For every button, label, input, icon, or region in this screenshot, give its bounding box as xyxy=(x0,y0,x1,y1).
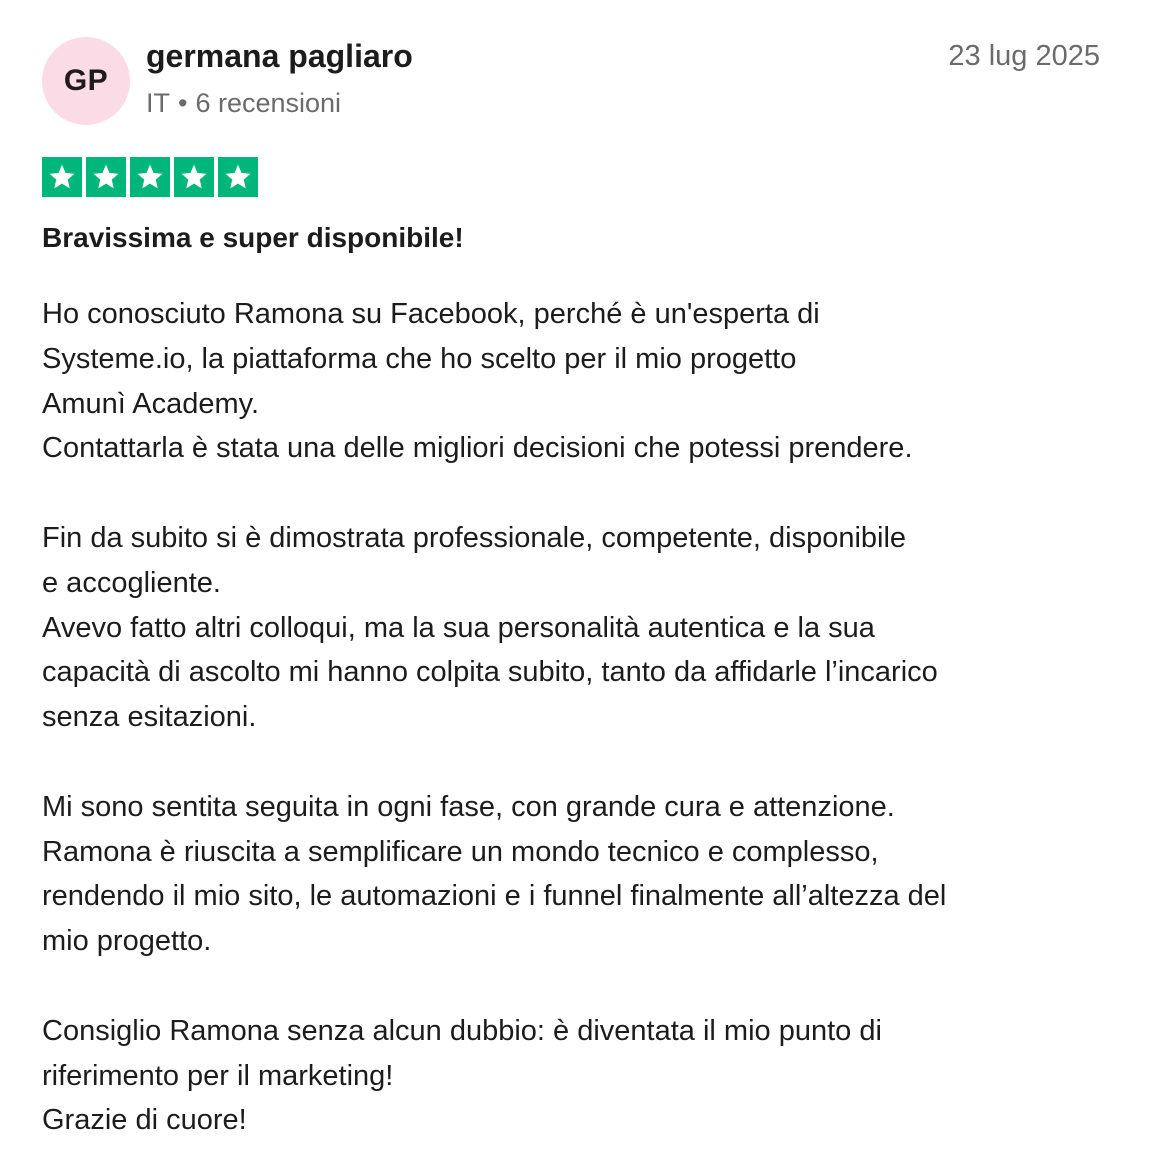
review-text-line: Consiglio Ramona senza alcun dubbio: è diventata il mio punto di xyxy=(42,1014,882,1047)
review-text-line: e accogliente. xyxy=(42,566,221,599)
reviewer-review-count: 6 recensioni xyxy=(195,88,342,118)
star-rating xyxy=(42,157,258,197)
star-icon xyxy=(86,157,126,197)
review-text-line: Amunì Academy. xyxy=(42,387,260,420)
review-text-line: senza esitazioni. xyxy=(42,701,257,734)
avatar[interactable]: GP xyxy=(42,37,130,125)
meta-separator: • xyxy=(178,88,188,118)
review-date: 23 lug 2025 xyxy=(948,40,1100,72)
review-text-line: rendendo il mio sito, le automazioni e i funnel finalmente all’altezza del xyxy=(42,880,947,913)
review-text-line: Avevo fatto altri colloqui, ma la sua personalità autentica e la sua xyxy=(42,611,875,644)
paragraph-spacer xyxy=(42,964,1132,1009)
star-icon xyxy=(218,157,258,197)
review-text-line: Ho conosciuto Ramona su Facebook, perché è un'esperta di xyxy=(42,298,820,330)
review-text-line: Systeme.io, la piattaforma che ho scelto per il mio progetto xyxy=(42,342,797,375)
review-text-line: Ramona è riuscita a semplificare un mondo tecnico e complesso, xyxy=(42,835,879,868)
review-text-line: capacità di ascolto mi hanno colpita subito, tanto da affidarle l’incarico xyxy=(42,656,938,689)
review-text-line: riferimento per il marketing! xyxy=(42,1059,394,1092)
review-text-line: mio progetto. xyxy=(42,925,212,958)
review-body xyxy=(42,292,1132,1143)
reviewer-name[interactable]: germana pagliaro xyxy=(146,38,413,74)
review-text-line: Mi sono sentita seguita in ogni fase, con grande cura e attenzione. xyxy=(42,790,895,823)
star-icon xyxy=(130,157,170,197)
star-icon xyxy=(174,157,214,197)
paragraph-spacer xyxy=(42,740,1132,785)
review-text-line: Grazie di cuore! xyxy=(42,1104,247,1137)
reviewer-meta xyxy=(146,88,341,119)
review-text-line: Fin da subito si è dimostrata professionale, competente, disponibile xyxy=(42,521,907,554)
review-text-line: Contattarla è stata una delle migliori decisioni che potessi prendere. xyxy=(42,432,913,465)
star-icon xyxy=(42,157,82,197)
reviewer-country: IT xyxy=(146,88,170,118)
review-title: Bravissima e super disponibile! xyxy=(42,222,464,253)
paragraph-spacer xyxy=(42,471,1132,516)
